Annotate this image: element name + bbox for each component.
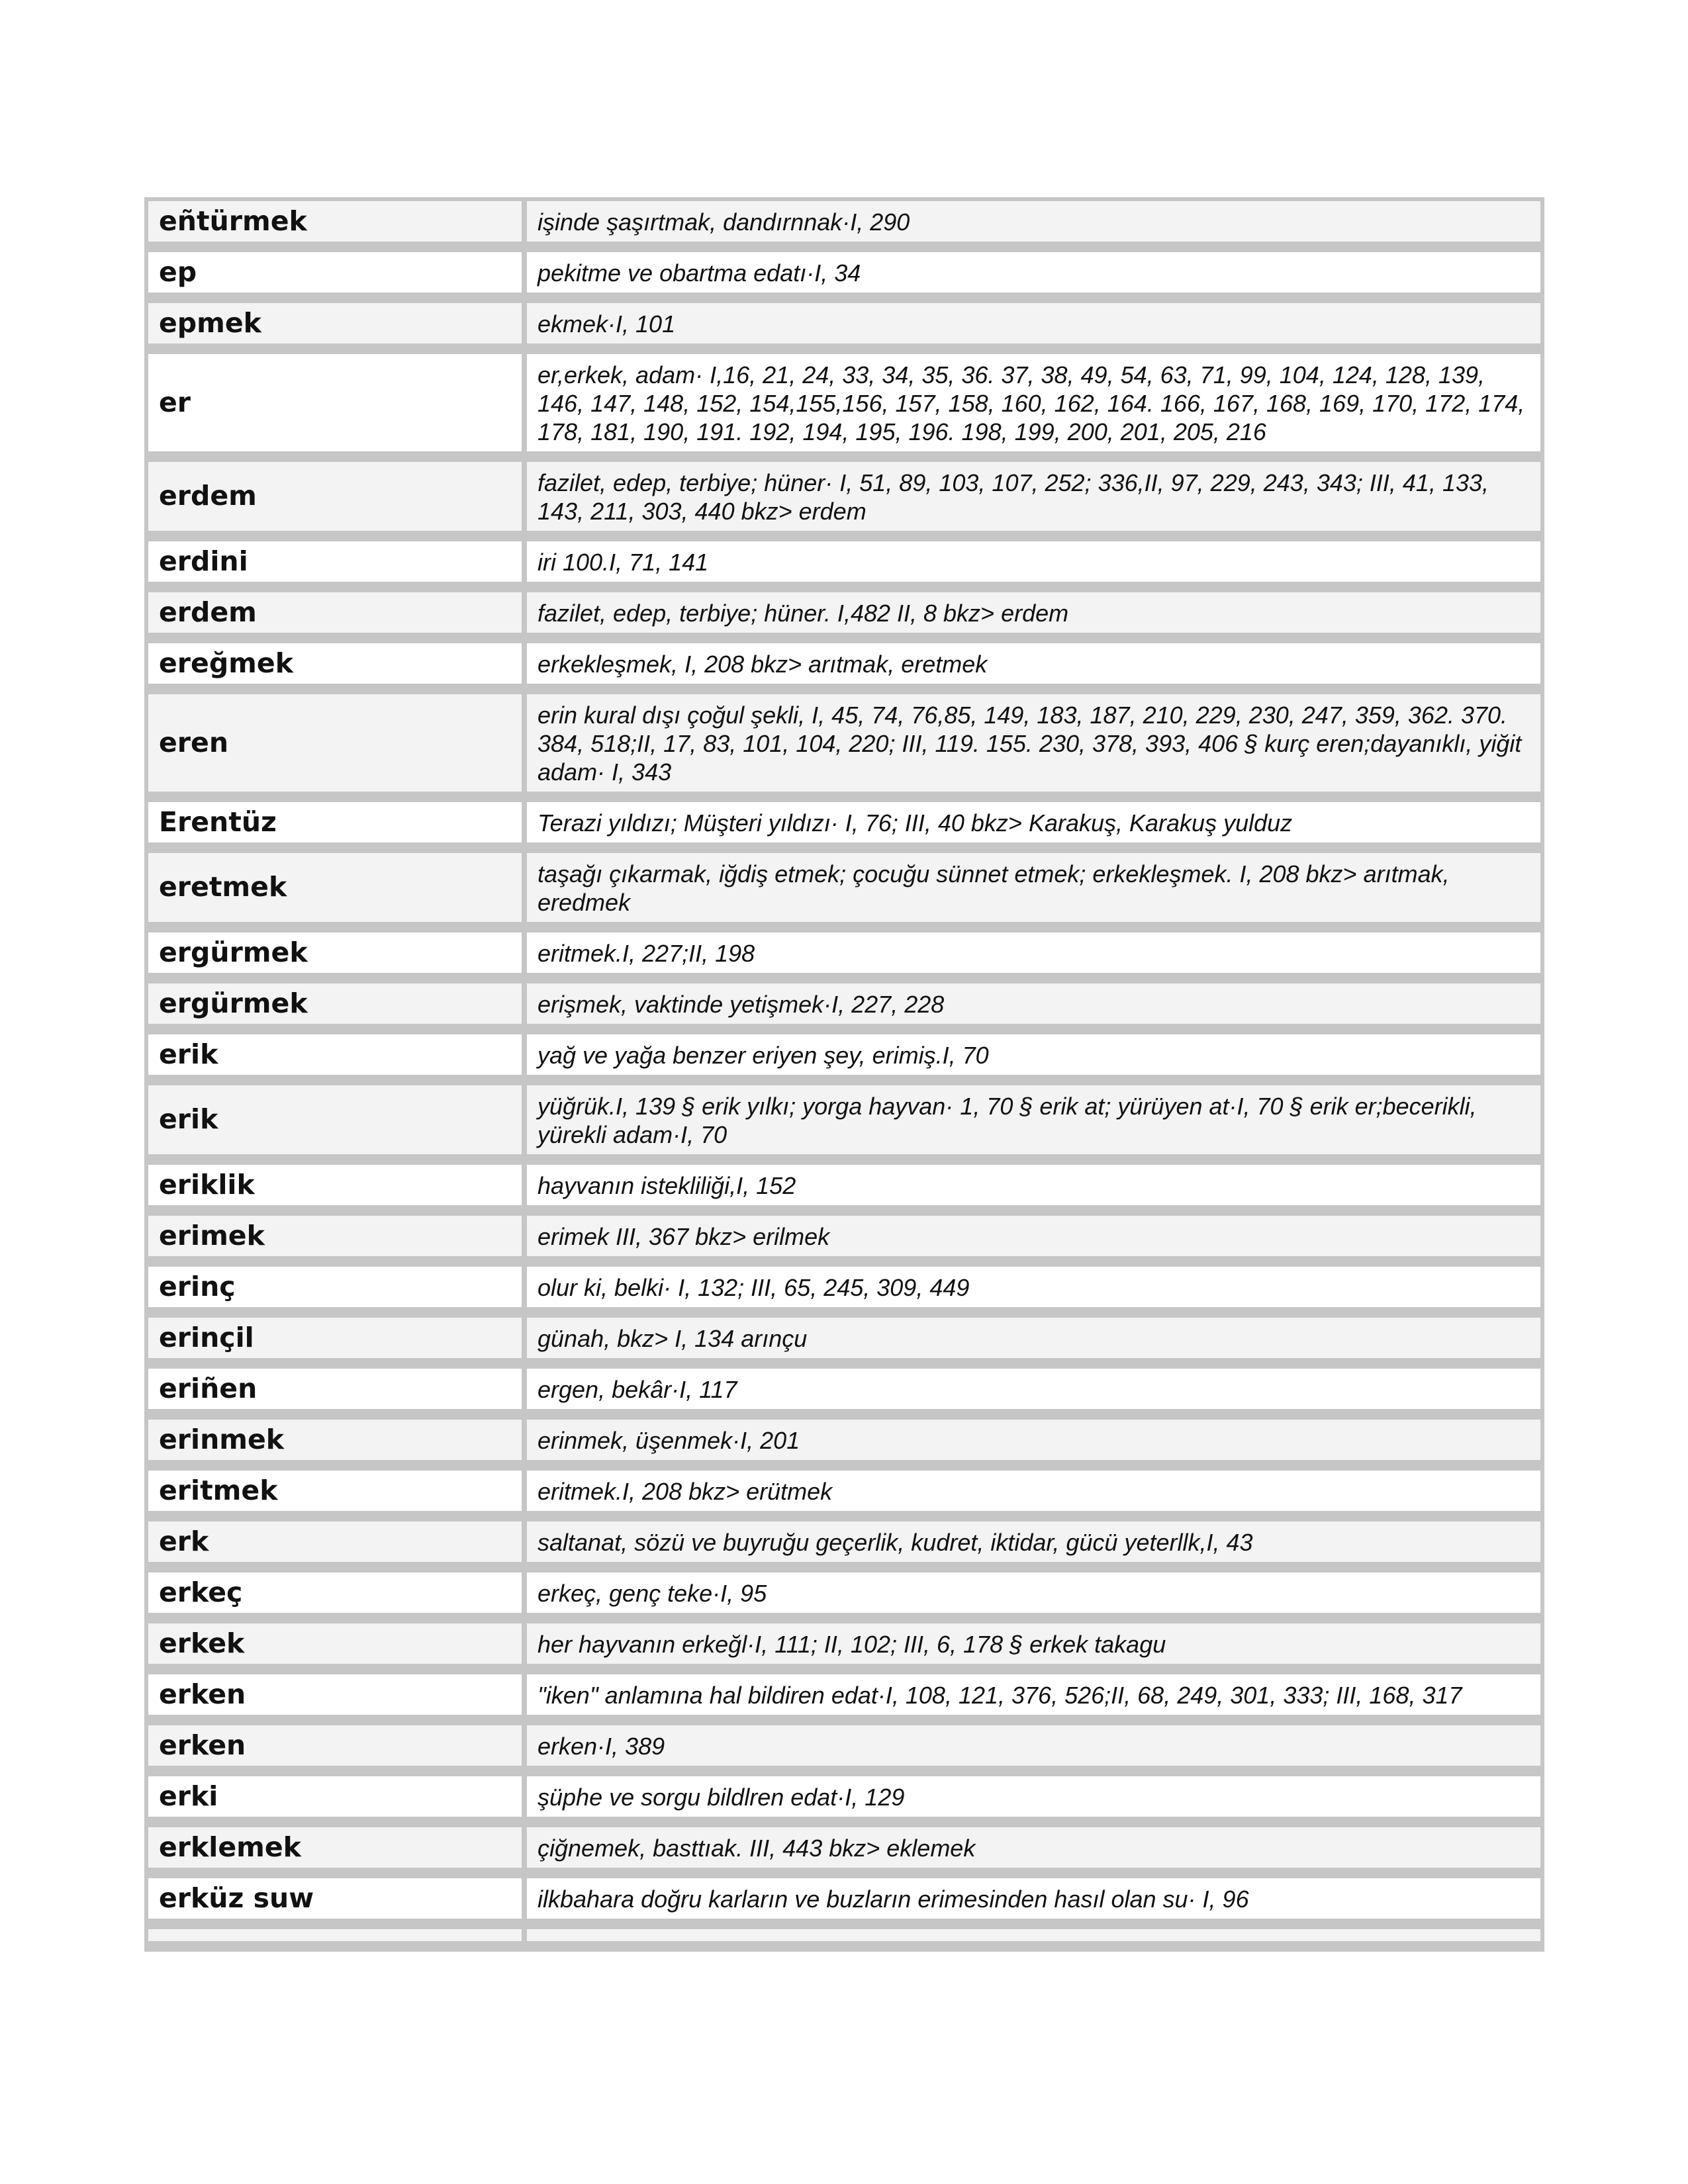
entry-term: erküz suw <box>148 1878 527 1929</box>
table-row <box>148 1471 1540 1522</box>
entry-definition: erinmek, üşenmek·I, 201 <box>527 1420 1540 1471</box>
entry-definition: er,erkek, adam· I,16, 21, 24, 33, 34, 35, 36. 37, 38, 49, 54, 63, 71, 99, 104, 124, 128, 139, 146, 147, 148, 152, 154,155,156, 157, 158, 160, 162, 164. 166, 167, 168, 169, 170, 172, 174, 178, 181, 190, 191. 192, 194, 195, 196. 198, 199, 200, 201, 205, 216 <box>527 354 1540 462</box>
entry-term: erkek <box>148 1623 527 1674</box>
table-row <box>148 1827 1540 1878</box>
table-row <box>148 541 1540 592</box>
table-row <box>148 1878 1540 1929</box>
table-row <box>148 252 1540 303</box>
entry-definition: erkekleşmek, I, 208 bkz> arıtmak, eretmek <box>527 643 1540 694</box>
entry-definition: yüğrük.I, 139 § erik yılkı; yorga hayvan· 1, 70 § erik at; yürüyen at·I, 70 § erik er;becerikli, yürekli adam·I, 70 <box>527 1085 1540 1165</box>
entry-definition: erimek III, 367 bkz> erilmek <box>527 1216 1540 1267</box>
entry-term: erimek <box>148 1216 527 1267</box>
entry-term: erkeç <box>148 1572 527 1623</box>
entry-term: eriñen <box>148 1369 527 1420</box>
entry-definition: günah, bkz> I, 134 arınçu <box>527 1318 1540 1369</box>
table-row <box>148 1623 1540 1674</box>
table-row <box>148 1216 1540 1267</box>
table-row <box>148 1165 1540 1216</box>
entry-term: eretmek <box>148 853 527 933</box>
table-row <box>148 983 1540 1034</box>
table-row <box>148 462 1540 541</box>
entry-definition: eritmek.I, 208 bkz> erütmek <box>527 1471 1540 1522</box>
entry-term: erdem <box>148 462 527 541</box>
entry-term: eren <box>148 694 527 802</box>
entry-term: erinç <box>148 1267 527 1318</box>
table-row <box>148 592 1540 643</box>
entry-term: erik <box>148 1034 527 1085</box>
entry-definition <box>527 1929 1540 1952</box>
entry-definition: fazilet, edep, terbiye; hüner· I, 51, 89, 103, 107, 252; 336,II, 97, 229, 243, 343; III, 41, 133, 143, 211, 303, 440 bkz> erdem <box>527 462 1540 541</box>
entry-term: erklemek <box>148 1827 527 1878</box>
table-row <box>148 1369 1540 1420</box>
table-row <box>148 1929 1540 1952</box>
entry-term: erinmek <box>148 1420 527 1471</box>
glossary-table <box>144 197 1544 1952</box>
table-row <box>148 1034 1540 1085</box>
entry-definition: iri 100.I, 71, 141 <box>527 541 1540 592</box>
entry-term: erinçil <box>148 1318 527 1369</box>
entry-term: eñtürmek <box>148 201 527 252</box>
table-row <box>148 201 1540 252</box>
entry-definition: Terazi yıldızı; Müşteri yıldızı· I, 76; III, 40 bkz> Karakuş, Karakuş yulduz <box>527 802 1540 853</box>
entry-term: er <box>148 354 527 462</box>
entry-definition: hayvanın istekliliği,I, 152 <box>527 1165 1540 1216</box>
entry-term: erken <box>148 1725 527 1776</box>
entry-term <box>148 1929 527 1952</box>
entry-term: ergürmek <box>148 933 527 983</box>
entry-definition: saltanat, sözü ve buyruğu geçerlik, kudret, iktidar, gücü yeterllk,I, 43 <box>527 1522 1540 1572</box>
table-row <box>148 694 1540 802</box>
table-row <box>148 1674 1540 1725</box>
entry-term: eritmek <box>148 1471 527 1522</box>
entry-definition: fazilet, edep, terbiye; hüner. I,482 II, 8 bkz> erdem <box>527 592 1540 643</box>
table-row <box>148 1725 1540 1776</box>
table-row <box>148 1776 1540 1827</box>
entry-term: erk <box>148 1522 527 1572</box>
entry-definition: taşağı çıkarmak, iğdiş etmek; çocuğu sünnet etmek; erkekleşmek. I, 208 bkz> arıtmak, eredmek <box>527 853 1540 933</box>
entry-term: erik <box>148 1085 527 1165</box>
entry-definition: ekmek·I, 101 <box>527 303 1540 354</box>
table-row <box>148 853 1540 933</box>
entry-definition: eritmek.I, 227;II, 198 <box>527 933 1540 983</box>
entry-definition: işinde şaşırtmak, dandırnnak·I, 290 <box>527 201 1540 252</box>
entry-term: Erentüz <box>148 802 527 853</box>
entry-definition: erken·I, 389 <box>527 1725 1540 1776</box>
entry-term: ereğmek <box>148 643 527 694</box>
entry-term: eriklik <box>148 1165 527 1216</box>
entry-term: ergürmek <box>148 983 527 1034</box>
table-row <box>148 933 1540 983</box>
table-row <box>148 1420 1540 1471</box>
entry-term: ep <box>148 252 527 303</box>
entry-definition: yağ ve yağa benzer eriyen şey, erimiş.I, 70 <box>527 1034 1540 1085</box>
entry-term: erken <box>148 1674 527 1725</box>
table-row <box>148 354 1540 462</box>
table-row <box>148 643 1540 694</box>
glossary-table-body <box>148 201 1540 1952</box>
entry-definition: "iken" anlamına hal bildiren edat·I, 108, 121, 376, 526;II, 68, 249, 301, 333; III, 168, 317 <box>527 1674 1540 1725</box>
entry-term: erdini <box>148 541 527 592</box>
entry-term: erki <box>148 1776 527 1827</box>
table-row <box>148 802 1540 853</box>
table-row <box>148 1572 1540 1623</box>
entry-term: erdem <box>148 592 527 643</box>
entry-definition: erkeç, genç teke·I, 95 <box>527 1572 1540 1623</box>
entry-definition: şüphe ve sorgu bildlren edat·I, 129 <box>527 1776 1540 1827</box>
table-row <box>148 1522 1540 1572</box>
entry-definition: ilkbahara doğru karların ve buzların erimesinden hasıl olan su· I, 96 <box>527 1878 1540 1929</box>
entry-definition: ergen, bekâr·I, 117 <box>527 1369 1540 1420</box>
entry-definition: çiğnemek, basttıak. III, 443 bkz> eklemek <box>527 1827 1540 1878</box>
entry-definition: erişmek, vaktinde yetişmek·I, 227, 228 <box>527 983 1540 1034</box>
table-row <box>148 1318 1540 1369</box>
entry-term: epmek <box>148 303 527 354</box>
table-row <box>148 303 1540 354</box>
entry-definition: olur ki, belki· I, 132; III, 65, 245, 309, 449 <box>527 1267 1540 1318</box>
table-row <box>148 1267 1540 1318</box>
entry-definition: her hayvanın erkeğl·I, 111; II, 102; III, 6, 178 § erkek takagu <box>527 1623 1540 1674</box>
entry-definition: pekitme ve obartma edatı·I, 34 <box>527 252 1540 303</box>
table-row <box>148 1085 1540 1165</box>
entry-definition: erin kural dışı çoğul şekli, I, 45, 74, 76,85, 149, 183, 187, 210, 229, 230, 247, 359, 362. 370. 384, 518;II, 17, 83, 101, 104, 220; III, 119. 155. 230, 378, 393, 406 § kurç eren;dayanıklı, yiğit adam· I, 343 <box>527 694 1540 802</box>
